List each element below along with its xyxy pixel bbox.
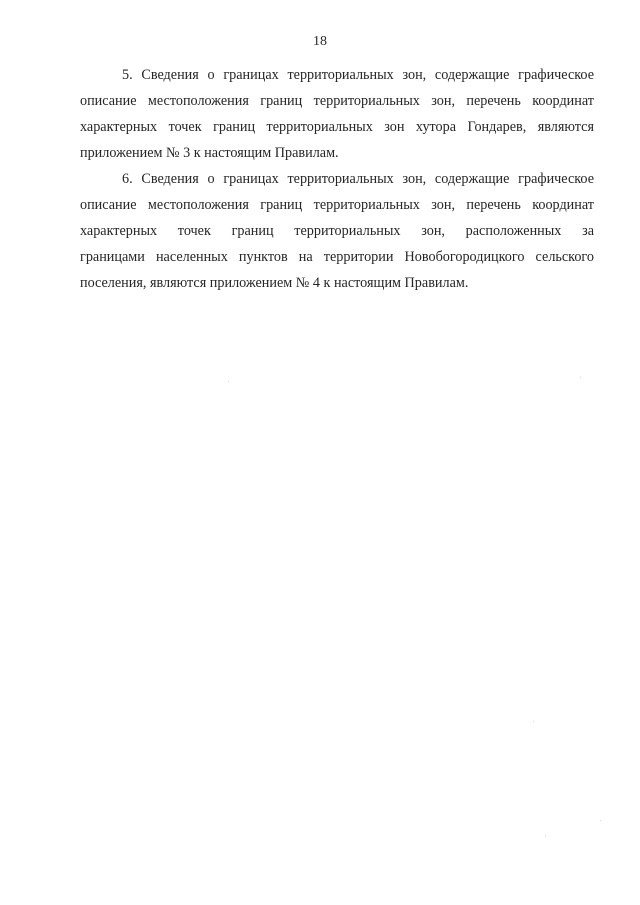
paragraph-line: приложением № 3 к настоящим Правилам. xyxy=(80,145,339,161)
paragraph-line: 5. Сведения о границах территориальных зон, содержащие графическое xyxy=(122,67,594,83)
scan-speck xyxy=(580,377,581,378)
paragraph-6 xyxy=(80,166,594,296)
paragraph-line: характерных точек границ территориальных зон хутора Гондарев, являются xyxy=(80,119,594,135)
paragraph-line: 6. Сведения о границах территориальных зон, содержащие графическое xyxy=(122,171,594,187)
page-number: 18 xyxy=(313,34,327,49)
paragraph-line: характерных точек границ территориальных зон, расположенных за xyxy=(80,223,594,239)
scan-speck xyxy=(600,820,601,821)
scan-speck xyxy=(228,381,229,382)
paragraph-5 xyxy=(80,62,594,166)
paragraph-line: описание местоположения границ территориальных зон, перечень координат xyxy=(80,93,594,109)
paragraph-line: описание местоположения границ территориальных зон, перечень координат xyxy=(80,197,594,213)
paragraph-line: границами населенных пунктов на территории Новобогородицкого сельского xyxy=(80,249,594,265)
scan-speck xyxy=(545,835,546,836)
paragraph-line: поселения, являются приложением № 4 к настоящим Правилам. xyxy=(80,275,469,291)
scan-speck xyxy=(533,721,534,722)
